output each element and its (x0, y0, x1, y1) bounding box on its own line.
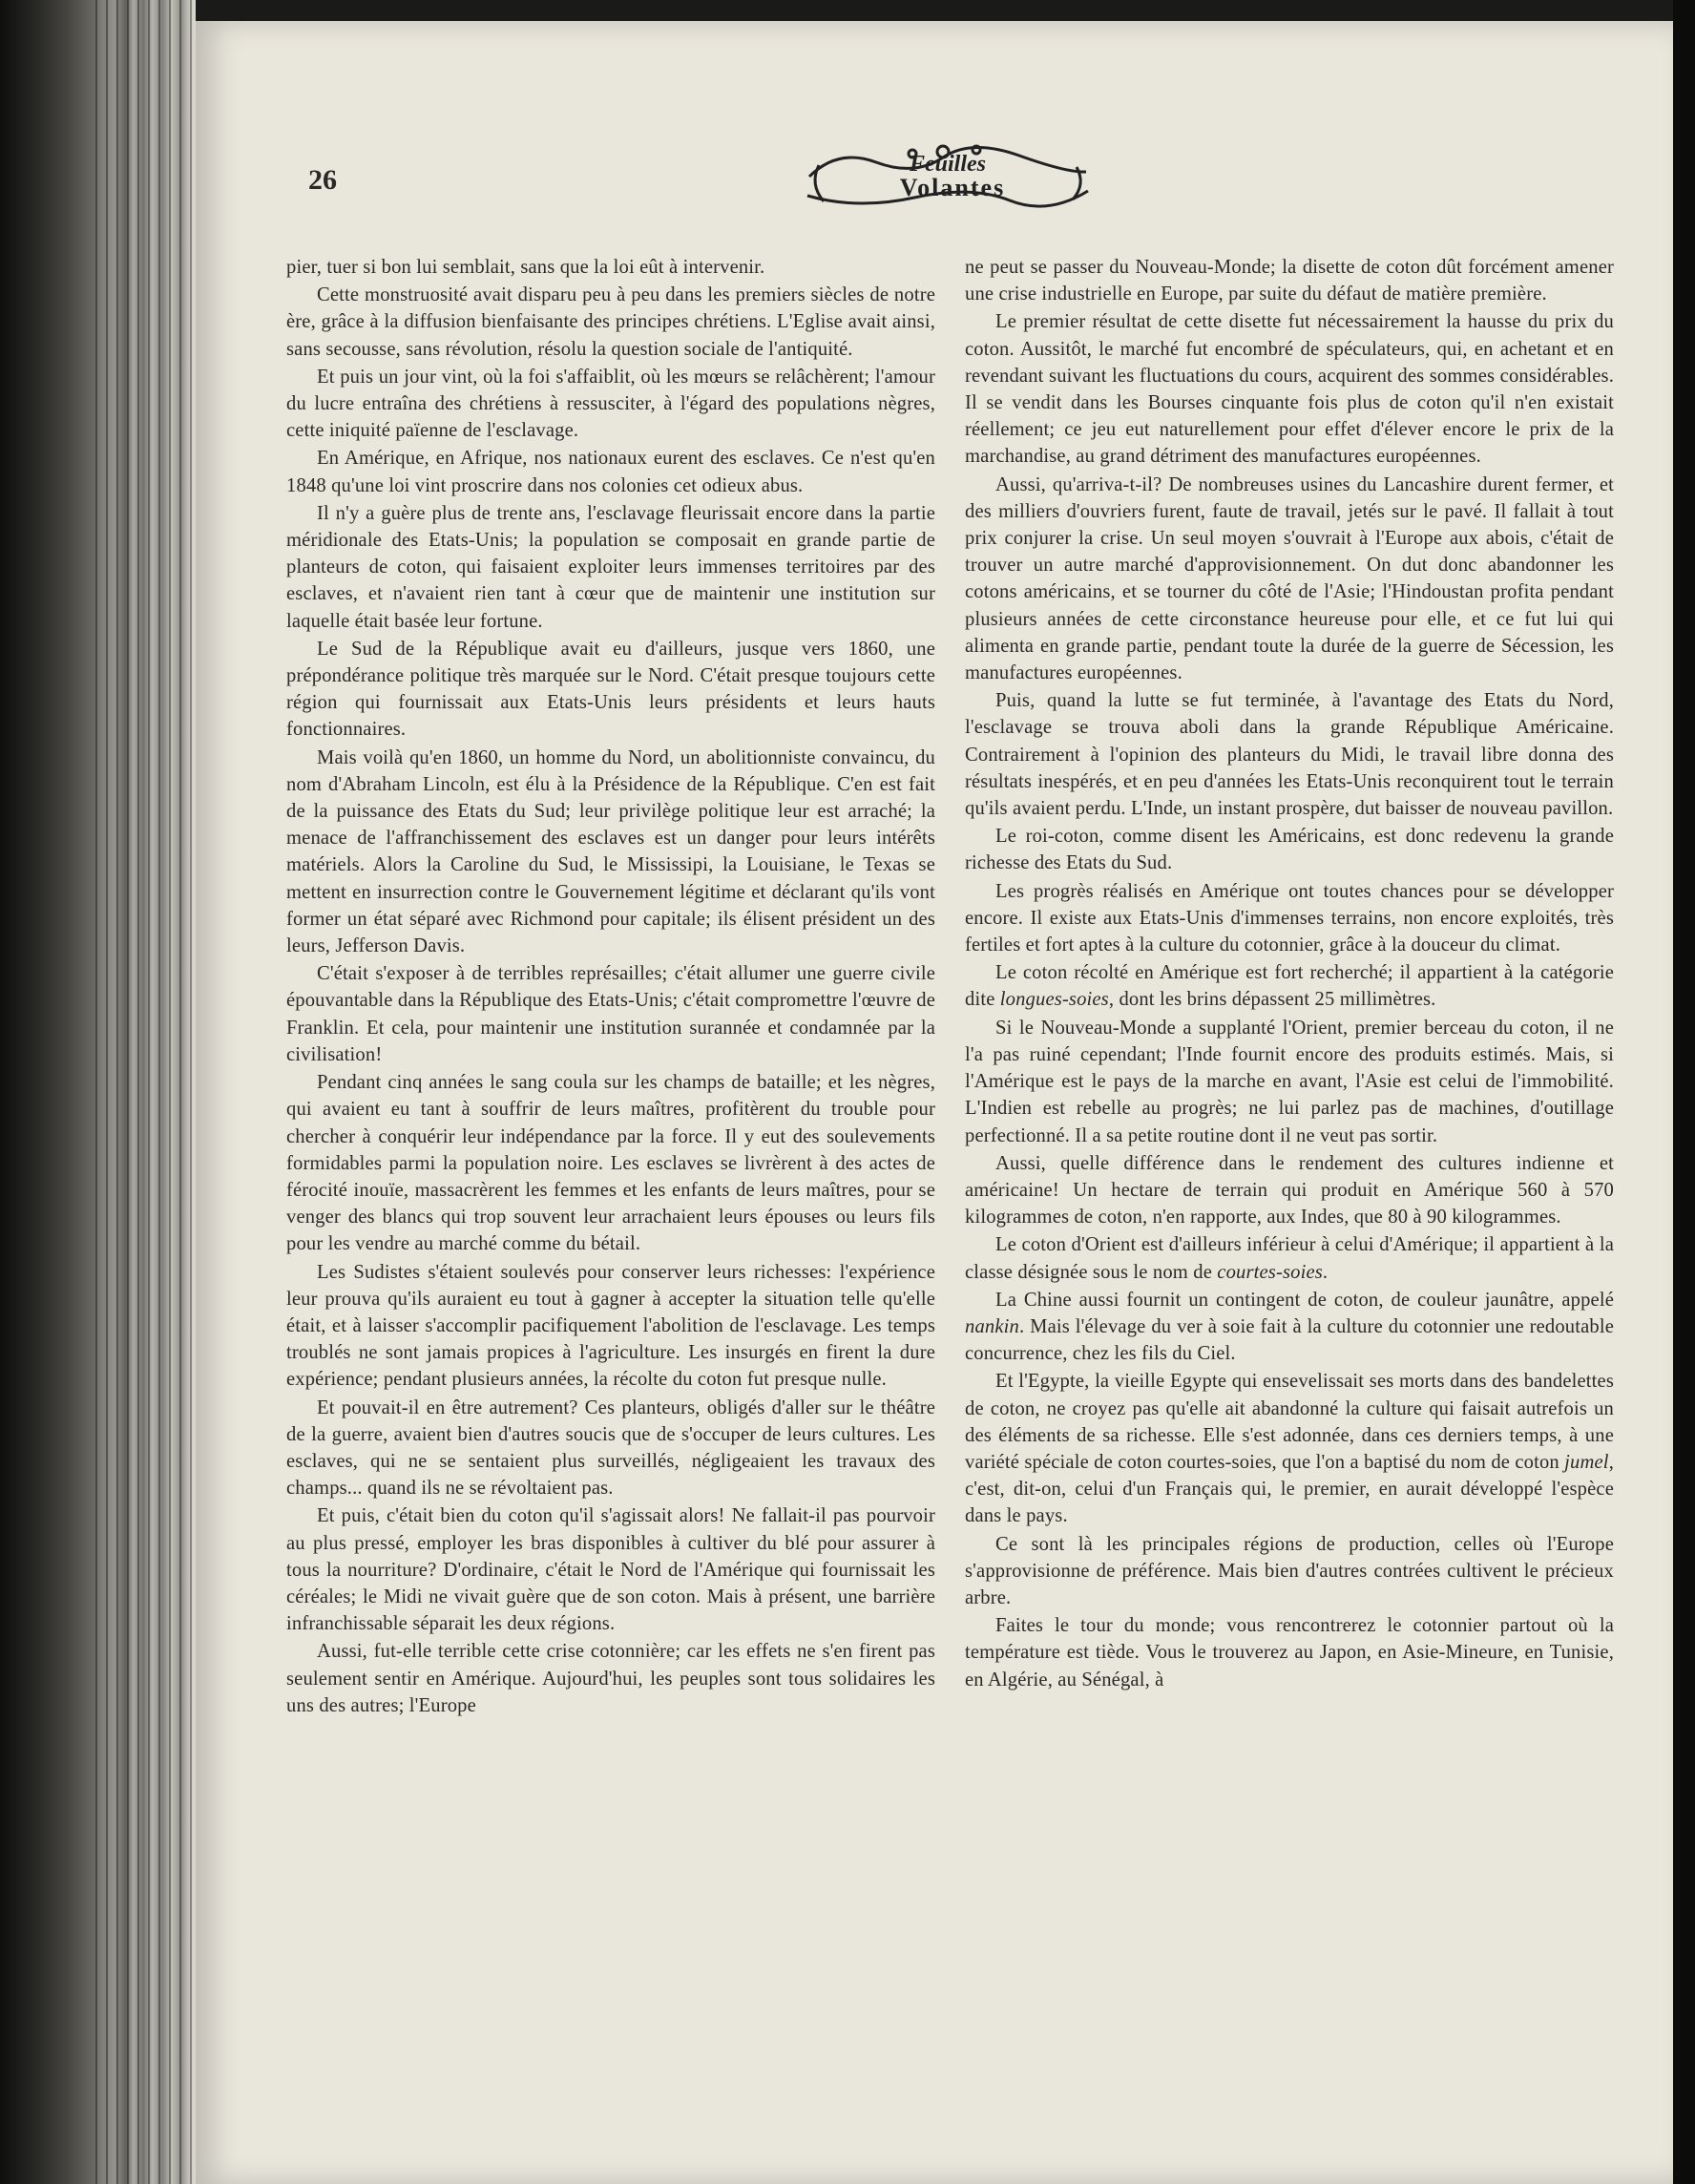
paragraph: Faites le tour du monde; vous rencontrerez le cotonnier partout où la température est tiède. Vous le trouverez au Japon, en Asie-Mineure, en Tunisie, en Algérie, au Sénégal, à (965, 1615, 1614, 1690)
paragraph: Le Sud de la République avait eu d'ailleurs, jusque vers 1860, une prépondérance politique très marquée sur le Nord. C'était presque toujours cette région qui fournissait aux Etats-Unis leurs présidents et leurs hauts fonctionnaires. (286, 638, 935, 741)
masthead-line-1: Feuilles (909, 152, 987, 177)
paragraph: C'était s'exposer à de terribles représailles; c'était allumer une guerre civile épouvantable dans la République des Etats-Unis; c'était compromettre l'œuvre de Franklin. Et cela, pour maintenir une institution surannée et condamnée par la civilisation! (286, 963, 935, 1065)
paragraph (965, 1287, 1614, 1368)
paragraph: Et pouvait-il en être autrement? Ces planteurs, obligés d'aller sur le théâtre de la guerre, avaient bien d'autres soucis que de s'occuper de leurs cultures. Les esclaves, qui ne se sentaient plus surveillés, négligeaient les travaux des champs... quand ils ne se révoltaient pas. (286, 1396, 935, 1500)
paragraph: Les Sudistes s'étaient soulevés pour conserver leurs richesses: l'expérience leur prouva qu'ils auraient eu tout à gagner à accepter la situation telle qu'elle était, et à laisser s'accomplir pacifiquement l'abolition de l'esclavage. Les temps troublés ne sont jamais propices à l'agriculture. Les insurgés en firent la dure expérience; pendant plusieurs années, la récolte du coton fut presque nulle. (286, 1261, 935, 1391)
paragraph: Le premier résultat de cette disette fut nécessairement la hausse du prix du coton. Aussitôt, le marché fut encombré de spéculateurs, qui, en achetant et en revendant suivant les fluctuations du cours, acquirent des sommes considérables. Il se vendit dans les Bourses cinquante fois plus de coton qu'il n'en existait réellement; ce jeu eut naturellement pour effet d'élever encore le prix de la marchandise, au grand détriment des manufactures européennes. (965, 311, 1614, 468)
scan-right-edge (1673, 0, 1695, 2184)
paragraph: Pendant cinq années le sang coula sur les champs de bataille; et les nègres, qui avaient eu tant à souffrir de leurs maîtres, profitèrent du trouble pour chercher à conquérir leur indépendance par la force. Il y eut des soulevements formidables parmi la population noire. Les esclaves se livrèrent à des actes de férocité inouïe, massacrèrent les femmes et les enfants de leurs maîtres, pour se venger des blancs qui trop souvent leur arrachaient leurs épouses ou leurs fils pour les vendre au marché comme du bétail. (286, 1072, 935, 1255)
italic-term: courtes-soies (1217, 1261, 1323, 1283)
italic-term: longues-soies (999, 989, 1109, 1011)
paragraph: Mais voilà qu'en 1860, un homme du Nord, un abolitionniste convaincu, du nom d'Abraham Lincoln, est élu à la Présidence de la République. C'en est fait de la puissance des Etats du Sud; leur privilège politique leur est arraché; la menace de l'affranchissement des esclaves est un danger pour leurs intérêts matériels. Alors la Caroline du Sud, le Mississipi, la Louisiane, le Texas se mettent en insurrection contre le Gouvernement légitime et déclarant qu'ils vont former un état séparé avec Richmond pour capitale; ils élisent président un des leurs, Jefferson Davis. (286, 746, 935, 957)
paragraph (965, 1231, 1614, 1285)
scan-top-edge (196, 0, 1673, 21)
paragraph-text: . Mais l'élevage du ver à soie fait à la culture du cotonnier une redoutable concurrence, chez les fils du Ciel. (965, 1315, 1614, 1365)
paragraph-text: Le coton d'Orient est d'ailleurs inférieur à celui d'Amérique; il appartient à la classe désignée sous le nom de (965, 1234, 1614, 1283)
paragraph: Aussi, qu'arriva-t-il? De nombreuses usines du Lancashire durent fermer, et des milliers d'ouvriers furent, faute de travail, jetés sur le pavé. Il fallait à tout prix conjurer la crise. Un seul moyen s'ouvrait à l'Europe aux abois, c'était de trouver un autre marché d'approvisionnement. On dut donc abandonner les cotons américains, et se tourner du côté de l'Asie; l'Hindoustan profita pendant plusieurs années de cette circonstance heureuse pour elle, et ce fut lui qui alimenta en grande partie, pendant toute la durée de la guerre de Sécession, les manufactures européennes. (965, 473, 1614, 684)
paragraph: Puis, quand la lutte se fut terminée, à l'avantage des Etats du Nord, l'esclavage se trouva aboli dans la grande République Américaine. Contrairement à l'opinion des planteurs du Midi, le travail libre donna des résultats inespérés, et en peu d'années les Etats-Unis reconquirent tout le terrain qu'ils avaient perdu. L'Inde, un instant prospère, dut baisser de nouveau pavillon. (965, 690, 1614, 820)
paragraph: En Amérique, en Afrique, nos nationaux eurent des esclaves. Ce n'est qu'en 1848 qu'une loi vint proscrire dans nos colonies cet odieux abus. (286, 448, 935, 496)
paragraph: Les progrès réalisés en Amérique ont toutes chances pour se développer encore. Il existe aux Etats-Unis d'immenses terrains, non encore exploités, très fertiles et fort aptes à la culture du cotonnier, grâce à la douceur du climat. (965, 880, 1614, 956)
book-binding (0, 0, 196, 2184)
paragraph-text: , c'est, dit-on, celui d'un Français qui, le premier, en aurait développé l'espèce dans le pays. (965, 1451, 1614, 1527)
paragraph: Aussi, fut-elle terrible cette crise cotonnière; car les effets ne s'en firent pas seulement sentir en Amérique. Aujourd'hui, les peuples sont tous solidaires les uns des autres; l'Europe (286, 1641, 935, 1716)
right-column (965, 254, 1614, 1693)
paragraph-text: , dont les brins dépassent 25 millimètres. (1108, 989, 1436, 1011)
left-column (286, 254, 935, 1719)
paragraph (965, 1368, 1614, 1529)
masthead-line-2: Volantes (899, 174, 1006, 201)
page-number: 26 (308, 164, 337, 196)
paragraph: pier, tuer si bon lui semblait, sans que la loi eût à intervenir. (286, 257, 765, 278)
masthead-logo (800, 138, 1096, 215)
italic-term: nankin (965, 1315, 1019, 1337)
italic-term: jumel (1564, 1451, 1609, 1473)
paragraph-text: Et l'Egypte, la vieille Egypte qui ensevelissait ses morts dans des bandelettes de coton, ne croyez pas qu'elle ait abandonné la culture qui faisait autrefois un des éléments de sa richesse. Elle s'est adonnée, dans ces derniers temps, à une variété spéciale de coton courtes-soies, que l'on a baptisé du nom de coton (965, 1371, 1614, 1473)
paragraph: Ce sont là les principales régions de production, celles où l'Europe s'approvisionne de préférence. Mais bien d'autres contrées cultivent le précieux arbre. (965, 1533, 1614, 1608)
paragraph: Cette monstruosité avait disparu peu à peu dans les premiers siècles de notre ère, grâce à la diffusion bienfaisante des principes chrétiens. L'Eglise avait ainsi, sans secousse, sans révolution, résolu la question sociale de l'antiquité. (286, 284, 935, 360)
paragraph: Il n'y a guère plus de trente ans, l'esclavage fleurissait encore dans la partie méridionale des Etats-Unis; la population se composait en grande partie de planteurs de coton, qui faisaient exploiter leurs immenses territoires par des esclaves, et n'avaient rien tant à cœur que de maintenir une institution sur laquelle était basée leur fortune. (286, 502, 935, 632)
paragraph-text: . (1322, 1261, 1329, 1283)
paragraph: Et puis, c'était bien du coton qu'il s'agissait alors! Ne fallait-il pas pourvoir au plus pressé, employer les bras disponibles à cultiver du blé pour assurer à tous la nourriture? D'ordinaire, c'était le Nord de l'Amérique qui fournissait les céréales; le Midi ne vivait guère que de son coton. Mais à présent, une barrière infranchissable séparait les deux régions. (286, 1505, 935, 1635)
paragraph: Le roi-coton, comme disent les Américains, est donc redevenu la grande richesse des Etats du Sud. (965, 826, 1614, 874)
paragraph-text: La Chine aussi fournit un contingent de coton, de couleur jaunâtre, appelé (995, 1289, 1614, 1311)
paragraph: ne peut se passer du Nouveau-Monde; la disette de coton dût forcément amener une crise industrielle en Europe, par suite du défaut de matière première. (965, 257, 1614, 305)
paragraph: Et puis un jour vint, où la foi s'affaiblit, où les mœurs se relâchèrent; l'amour du lucre entraîna des chrétiens à ressusciter, à l'égard des populations nègres, cette iniquité païenne de l'esclavage. (286, 366, 935, 442)
paragraph: Si le Nouveau-Monde a supplanté l'Orient, premier berceau du coton, il ne l'a pas ruiné cependant; l'Inde fournit encore des produits estimés. Mais, si l'Amérique est le pays de la marche en avant, l'Asie est celui de l'immobilité. L'Indien est rebelle au progrès; ne lui parlez pas de machines, d'outillage perfectionné. Il a sa petite routine dont il ne veut pas sortir. (965, 1017, 1614, 1146)
paragraph (965, 959, 1614, 1013)
paragraph-text: Le coton récolté en Amérique est fort recherché; il appartient à la catégorie dite (965, 962, 1614, 1011)
paragraph: Aussi, quelle différence dans le rendement des cultures indienne et américaine! Un hectare de terrain qui produit en Amérique 560 à 570 kilogrammes de coton, n'en rapporte, aux Indes, que 80 à 90 kilogrammes. (965, 1152, 1614, 1228)
